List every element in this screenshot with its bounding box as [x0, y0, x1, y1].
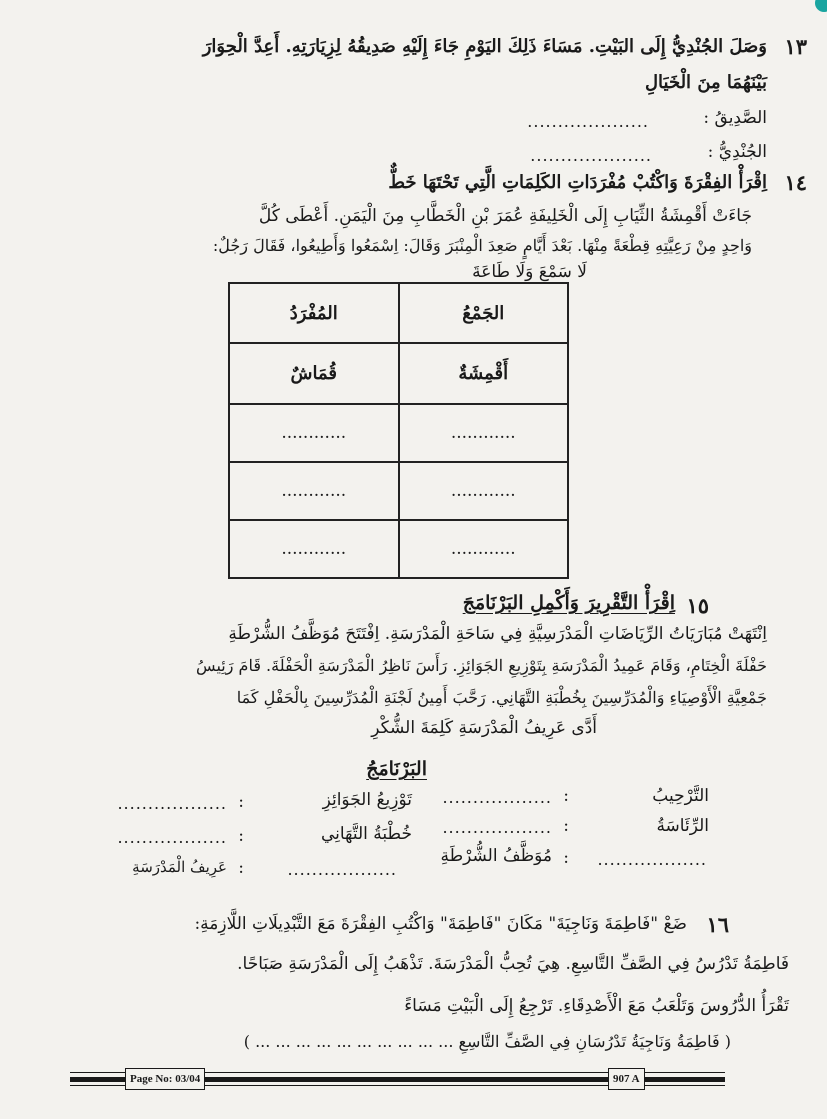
example-plural-cell: أَقْمِشَةٌ: [399, 343, 569, 403]
program-prizes-answer[interactable]: ..................: [117, 794, 227, 813]
singular-column-header: المُفْرَدُ: [229, 283, 399, 343]
program-colon: :: [563, 848, 569, 868]
table-header-row: [229, 283, 568, 343]
singular-plural-table: [228, 282, 569, 579]
q16-paragraph-line2: تَقْرَأُ الدُّرُوسَ وَتَلْعَبُ مَعَ الْأَصْدِقَاءِ. تَرْجِعُ إِلَى الْبَيْتِ مَسَاءً: [404, 996, 789, 1016]
program-colon: :: [238, 792, 244, 812]
q14-number: ١٤: [784, 170, 807, 195]
q15-paragraph-line2: حَفْلَةَ الْخِتَامِ، وَقَامَ عَمِيدُ الْمَدْرَسَةِ بِتَوْزِيعِ الجَوَائِزِ. رَأَسَ نَاظِرُ الْمَدْرَسَةِ الْحَفْلَةَ. قَامَ رَئِيسُ: [196, 656, 767, 675]
q14-instruction: اِقْرَأْ الفِقْرَةَ وَاكْتُبْ مُفْرَدَاتِ الكَلِمَاتِ الَّتِي تَحْتَهَا خَطٌّ: [388, 172, 767, 193]
blank-singular-cell[interactable]: ............: [229, 404, 399, 462]
q13-soldier-answer[interactable]: ....................: [530, 146, 652, 165]
q15-number: ١٥: [686, 593, 709, 618]
q15-paragraph-line4: أَدَّى عَرِيفُ الْمَدْرَسَةِ كَلِمَةَ الشُّكْرِ: [371, 718, 597, 738]
program-colon: :: [238, 858, 244, 878]
q16-instruction: ضَعْ "فَاطِمَةَ وَنَاجِيَةَ" مَكَانَ "فَاطِمَةَ" وَاكْتُبِ الفِقْرَةَ مَعَ التَّبْدِيلَاتِ اللَّازِمَةِ:: [194, 914, 687, 934]
q13-prompt-line1: وَصَلَ الجُنْدِيُّ إِلَى البَيْتِ. مَسَاءَ ذَلِكَ اليَوْمِ جَاءَ إِلَيْهِ صَدِيقُهُ لِزِيَارَتِهِ. أَعِدَّ الْحِوَارَ: [202, 36, 767, 57]
table-row: [229, 343, 568, 403]
q14-paragraph-line2: وَاحِدٍ مِنْ رَعِيَّتِهِ قِطْعَةً مِنْهَا. بَعْدَ أَيَّامٍ صَعِدَ الْمِنْبَرَ وَقَالَ: اِسْمَعُوا وَأَطِيعُوا، فَقَالَ رَجُلٌ:: [212, 236, 752, 255]
program-prefect-answer[interactable]: ..................: [287, 860, 397, 879]
program-congratulations-speech: خُطْبَةُ التَّهَانِي: [320, 824, 412, 844]
q13-soldier-label: الجُنْدِيُّ :: [707, 142, 767, 162]
program-colon: :: [563, 816, 569, 836]
blank-singular-cell[interactable]: ............: [229, 462, 399, 520]
page-number: Page No: 03/04: [125, 1068, 205, 1090]
q16-number: ١٦: [706, 912, 729, 937]
blank-singular-cell[interactable]: ............: [229, 520, 399, 578]
q15-paragraph-line1: اِنْتَهَتْ مُبَارَيَاتُ الرِّيَاضَاتِ الْمَدْرَسِيَّةِ فِي سَاحَةِ الْمَدْرَسَةِ. اِفْتَتَحَ مُوَظَّفُ الشُّرْطَةِ: [228, 624, 767, 644]
blank-plural-cell[interactable]: ............: [399, 520, 569, 578]
table-row: [229, 404, 568, 462]
blank-plural-cell[interactable]: ............: [399, 462, 569, 520]
paper-code: 907 A: [608, 1068, 645, 1090]
q16-paragraph-line1: فَاطِمَةُ تَدْرُسُ فِي الصَّفِّ التَّاسِعِ. هِيَ تُحِبُّ الْمَدْرَسَةَ. تَذْهَبُ إِلَى الْمَدْرَسَةِ صَبَاحًا.: [237, 954, 789, 974]
plural-column-header: الجَمْعُ: [399, 283, 569, 343]
program-prizes: تَوْزِيعُ الجَوَائِزِ: [322, 790, 412, 810]
program-welcome-label: التَّرْحِيبُ: [652, 786, 709, 806]
corner-marker: [815, 0, 827, 12]
q15-instruction: اِقْرَأْ التَّقْرِيرَ وَأَكْمِلِ البَرْنَامَجَ: [462, 592, 675, 614]
q14-paragraph-line1: جَاءَتْ أَقْمِشَةُ الثِّيَابِ إِلَى الْخَلِيفَةِ عُمَرَ بْنِ الْخَطَّابِ مِنَ الْيَمَنِ. أَعْطَى كُلَّ: [258, 206, 752, 226]
program-welcome-answer[interactable]: ..................: [442, 788, 552, 807]
table-row: [229, 520, 568, 578]
q13-friend-label: الصَّدِيقُ :: [703, 108, 767, 128]
program-colon: :: [238, 826, 244, 846]
program-colon: :: [563, 786, 569, 806]
q13-friend-answer[interactable]: ....................: [527, 112, 649, 131]
program-congrats-answer[interactable]: ..................: [117, 828, 227, 847]
q15-paragraph-line3: جَمْعِيَّةِ الْأَوْصِيَاءِ وَالْمُدَرِّسِينَ بِخُطْبَةِ التَّهَانِي. رَحَّبَ أَمِينُ لَجْنَةِ الْمُدَرِّسِينَ بِالْحَفْلِ كَمَا: [236, 688, 767, 707]
program-school-prefect: عَرِيفُ الْمَدْرَسَةِ: [132, 858, 227, 876]
program-presidency-label: الرِّئَاسَةُ: [656, 816, 709, 836]
q14-paragraph-line3: لَا سَمْعَ وَلَا طَاعَةَ: [472, 262, 587, 282]
q16-answer-line[interactable]: ( فَاطِمَةُ وَنَاجِيَةُ تَدْرُسَانِ فِي الصَّفِّ التَّاسِعِ ... ... ... ... ... ... ... ... ... ... ): [243, 1032, 731, 1051]
example-singular-cell: قُمَاشٌ: [229, 343, 399, 403]
program-police-answer[interactable]: ..................: [597, 850, 707, 869]
q13-number: ١٣: [784, 34, 807, 59]
blank-plural-cell[interactable]: ............: [399, 404, 569, 462]
program-title: البَرْنَامَجُ: [366, 758, 427, 780]
q13-prompt-line2: بَيْنَهُمَا مِنَ الْخَيَالِ: [644, 72, 767, 93]
table-row: [229, 462, 568, 520]
program-presidency-answer[interactable]: ..................: [442, 818, 552, 837]
program-police-officer: مُوَظَّفُ الشُّرْطَةِ: [440, 846, 552, 866]
